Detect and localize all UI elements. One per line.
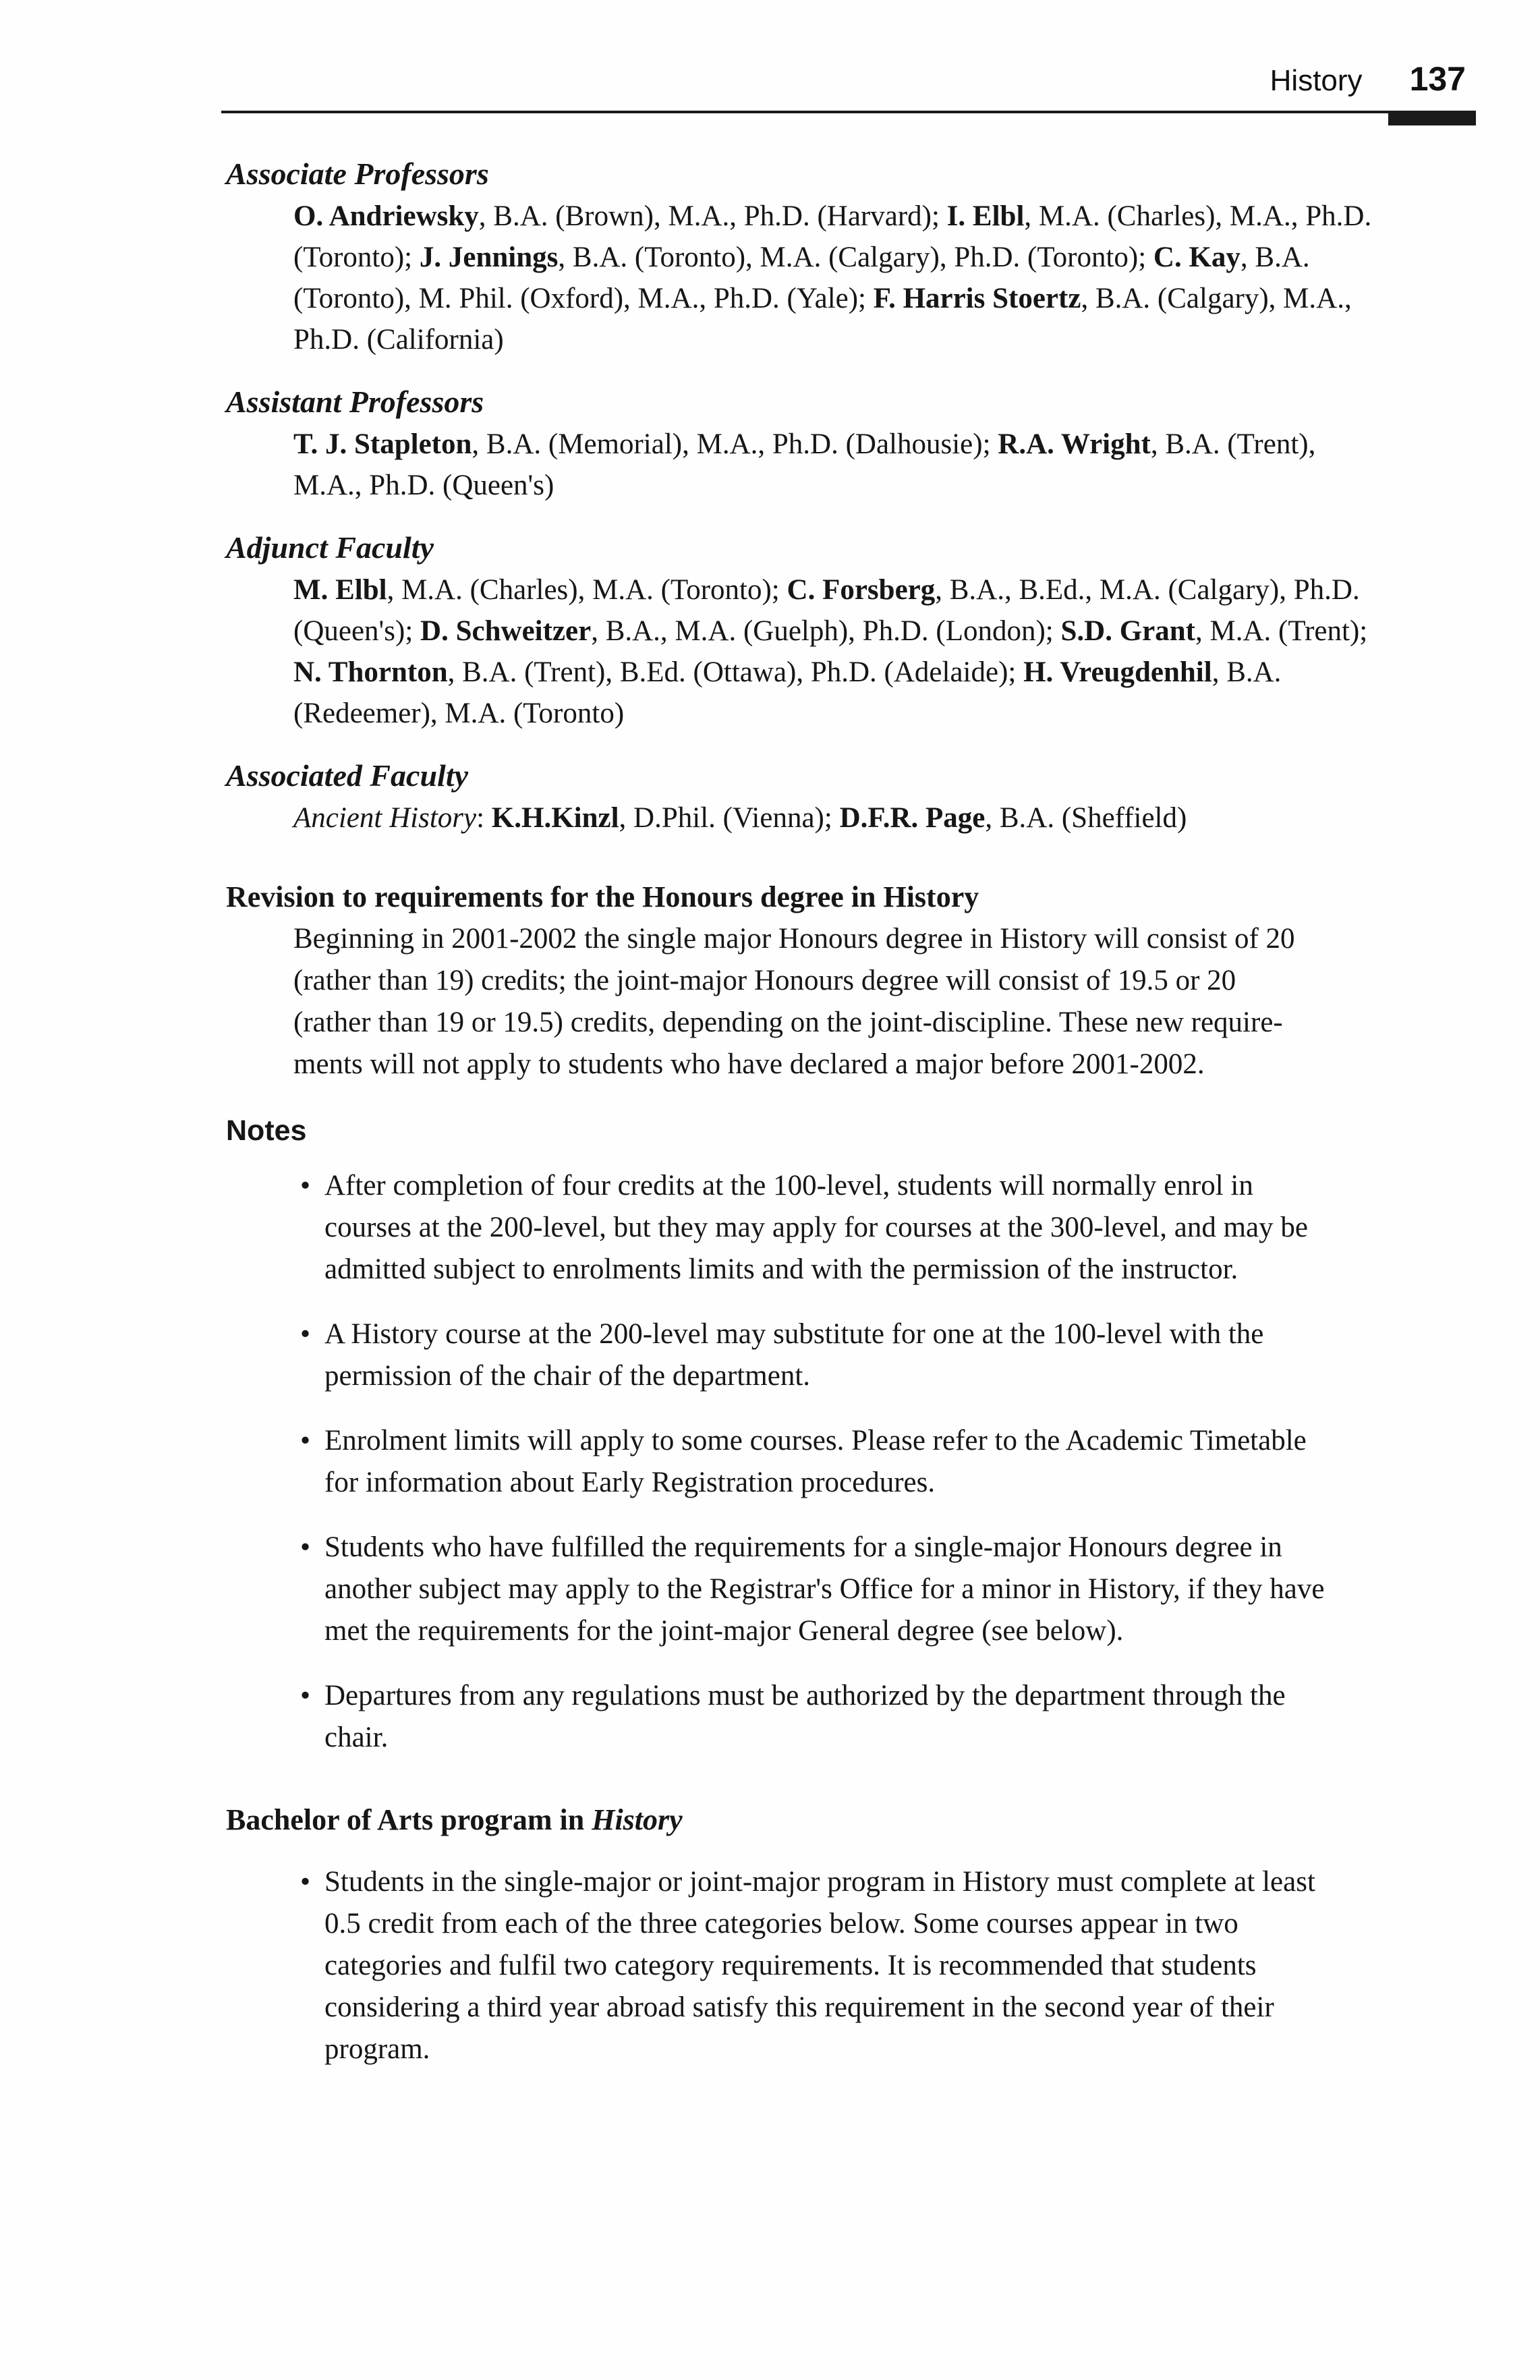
- assistant-professors-list: [293, 424, 1481, 506]
- text-run: , B.A. (Sheffield): [985, 802, 1187, 834]
- person-name: S.D. Grant: [1060, 615, 1195, 647]
- revision-section: [226, 876, 1481, 1085]
- text-line: [293, 278, 1481, 319]
- text-line: [293, 465, 1481, 506]
- person-name: H. Vreugdenhil: [1023, 656, 1212, 688]
- person-name: C. Kay: [1153, 242, 1240, 273]
- adjunct-faculty-heading: Adjunct Faculty: [226, 530, 434, 565]
- text-run: , B.A., B.Ed., M.A. (Calgary), Ph.D.: [935, 574, 1360, 606]
- bullet-icon: •: [300, 1866, 311, 1898]
- text-run: , M.A. (Charles), M.A., Ph.D.: [1024, 200, 1372, 232]
- running-head-section: History: [1270, 64, 1363, 97]
- text-run: , M.A. (Charles), M.A. (Toronto);: [387, 574, 787, 606]
- list-item-line: Departures from any regulations must be authorized by the department through the: [324, 1680, 1286, 1711]
- list-item-line: chair.: [324, 1722, 389, 1753]
- text-run: :: [476, 802, 492, 834]
- text-line: [293, 611, 1481, 652]
- list-item-line: another subject may apply to the Registrar's Office for a minor in History, if they have: [324, 1573, 1325, 1605]
- person-name: J. Jennings: [419, 242, 559, 273]
- associate-professors-list: [293, 196, 1481, 360]
- text-line: [293, 319, 1481, 360]
- assistant-professors-section: [226, 380, 1481, 506]
- ba-program-title-prefix: Bachelor of Arts program in: [226, 1803, 592, 1836]
- person-name: C. Forsberg: [787, 574, 936, 606]
- person-name: D.F.R. Page: [839, 802, 986, 834]
- list-item-line: admitted subject to enrolments limits and with the permission of the instructor.: [324, 1253, 1238, 1285]
- ba-program-list: [226, 1861, 1481, 2070]
- bullet-icon: •: [300, 1680, 311, 1711]
- adjunct-faculty-list: [293, 569, 1481, 734]
- text-run: , B.A. (Calgary), M.A.,: [1081, 283, 1352, 314]
- list-item-line: considering a third year abroad satisfy this requirement in the second year of their: [324, 1991, 1274, 2023]
- text-line: [293, 424, 1481, 465]
- text-line: [293, 797, 1481, 839]
- paragraph-line: (rather than 19 or 19.5) credits, depending on the joint-discipline. These new require-: [293, 1007, 1283, 1038]
- list-item: [300, 1675, 1481, 1759]
- bullet-icon: •: [300, 1318, 311, 1350]
- page-number: 137: [1409, 60, 1466, 98]
- list-item-line: A History course at the 200-level may substitute for one at the 100-level with the: [324, 1318, 1264, 1350]
- list-item-line: Enrolment limits will apply to some courses. Please refer to the Academic Timetable: [324, 1425, 1307, 1456]
- list-item-line: 0.5 credit from each of the three categories below. Some courses appear in two: [324, 1908, 1238, 1939]
- list-item: [300, 1861, 1481, 2070]
- text-line: [293, 196, 1481, 237]
- list-item-line: courses at the 200-level, but they may apply for courses at the 300-level, and may be: [324, 1212, 1308, 1243]
- text-line: [293, 652, 1481, 693]
- list-item: [300, 1527, 1481, 1652]
- paragraph-line: Beginning in 2001-2002 the single major Honours degree in History will consist of 20: [293, 923, 1295, 955]
- adjunct-faculty-section: [226, 526, 1481, 734]
- associated-faculty-section: [226, 754, 1481, 839]
- person-name: M. Elbl: [293, 574, 387, 606]
- associated-faculty-heading: Associated Faculty: [226, 758, 469, 793]
- person-name: N. Thornton: [293, 656, 448, 688]
- text-run: , B.A.: [1211, 656, 1282, 688]
- text-run: (Queen's);: [293, 615, 421, 647]
- text-run: , B.A., M.A. (Guelph), Ph.D. (London);: [591, 615, 1061, 647]
- person-name: T. J. Stapleton: [293, 428, 472, 460]
- notes-title: Notes: [226, 1114, 307, 1147]
- text-run: , B.A. (Trent), B.Ed. (Ottawa), Ph.D. (Adelaide);: [447, 656, 1024, 688]
- list-item-line: categories and fulfil two category requirements. It is recommended that students: [324, 1950, 1257, 1981]
- header-rule-bar: [1388, 111, 1476, 125]
- running-header: [1270, 59, 1466, 98]
- person-name: O. Andriewsky: [293, 200, 479, 232]
- list-item: [300, 1313, 1481, 1397]
- text-run: Ph.D. (California): [293, 324, 504, 356]
- text-run: , B.A. (Memorial), M.A., Ph.D. (Dalhousie);: [472, 428, 998, 460]
- page-content: [226, 152, 1481, 2093]
- header-rule: [221, 111, 1468, 113]
- list-item-line: Students who have fulfilled the requirements for a single-major Honours degree in: [324, 1531, 1282, 1563]
- text-run: , B.A. (Trent),: [1150, 428, 1316, 460]
- text-run: , B.A.: [1240, 242, 1310, 273]
- text-run: (Toronto);: [293, 242, 420, 273]
- list-item-line: Students in the single-major or joint-major program in History must complete at least: [324, 1866, 1315, 1898]
- list-item-line: met the requirements for the joint-major General degree (see below).: [324, 1615, 1124, 1647]
- text-run: (Toronto), M. Phil. (Oxford), M.A., Ph.D. (Yale);: [293, 283, 874, 314]
- text-run: Ancient History: [293, 802, 477, 834]
- person-name: F. Harris Stoertz: [873, 283, 1081, 314]
- assistant-professors-heading: Assistant Professors: [226, 385, 484, 419]
- text-run: , B.A. (Toronto), M.A. (Calgary), Ph.D. (Toronto);: [558, 242, 1153, 273]
- person-name: R.A. Wright: [998, 428, 1151, 460]
- list-item-line: program.: [324, 2033, 430, 2065]
- notes-list: [226, 1165, 1481, 1759]
- list-item: [300, 1420, 1481, 1504]
- list-item: [300, 1165, 1481, 1291]
- paragraph-line: ments will not apply to students who have declared a major before 2001-2002.: [293, 1048, 1205, 1080]
- revision-title: Revision to requirements for the Honours degree in History: [226, 880, 979, 913]
- text-run: , B.A. (Brown), M.A., Ph.D. (Harvard);: [478, 200, 947, 232]
- text-line: [293, 569, 1481, 611]
- list-item-line: After completion of four credits at the 100-level, students will normally enrol in: [324, 1170, 1253, 1201]
- bullet-icon: •: [300, 1425, 311, 1456]
- person-name: D. Schweitzer: [420, 615, 592, 647]
- text-line: [293, 237, 1481, 278]
- revision-paragraph: [293, 918, 1481, 1085]
- text-line: [293, 693, 1481, 734]
- associated-faculty-list: [293, 797, 1481, 839]
- text-run: (Redeemer), M.A. (Toronto): [293, 698, 625, 729]
- paragraph-line: (rather than 19) credits; the joint-major Honours degree will consist of 19.5 or 20: [293, 965, 1236, 996]
- person-name: I. Elbl: [946, 200, 1025, 232]
- associate-professors-heading: Associate Professors: [226, 157, 489, 191]
- ba-program-title: [226, 1799, 1481, 1841]
- person-name: K.H.Kinzl: [491, 802, 619, 834]
- bullet-icon: •: [300, 1170, 311, 1201]
- text-run: M.A., Ph.D. (Queen's): [293, 470, 554, 501]
- list-item-line: for information about Early Registration procedures.: [324, 1467, 936, 1498]
- list-item-line: permission of the chair of the department.: [324, 1360, 811, 1392]
- text-run: , D.Phil. (Vienna);: [619, 802, 840, 834]
- text-run: , M.A. (Trent);: [1195, 615, 1368, 647]
- associate-professors-section: [226, 152, 1481, 360]
- bullet-icon: •: [300, 1531, 311, 1563]
- ba-program-title-italic: History: [592, 1803, 683, 1836]
